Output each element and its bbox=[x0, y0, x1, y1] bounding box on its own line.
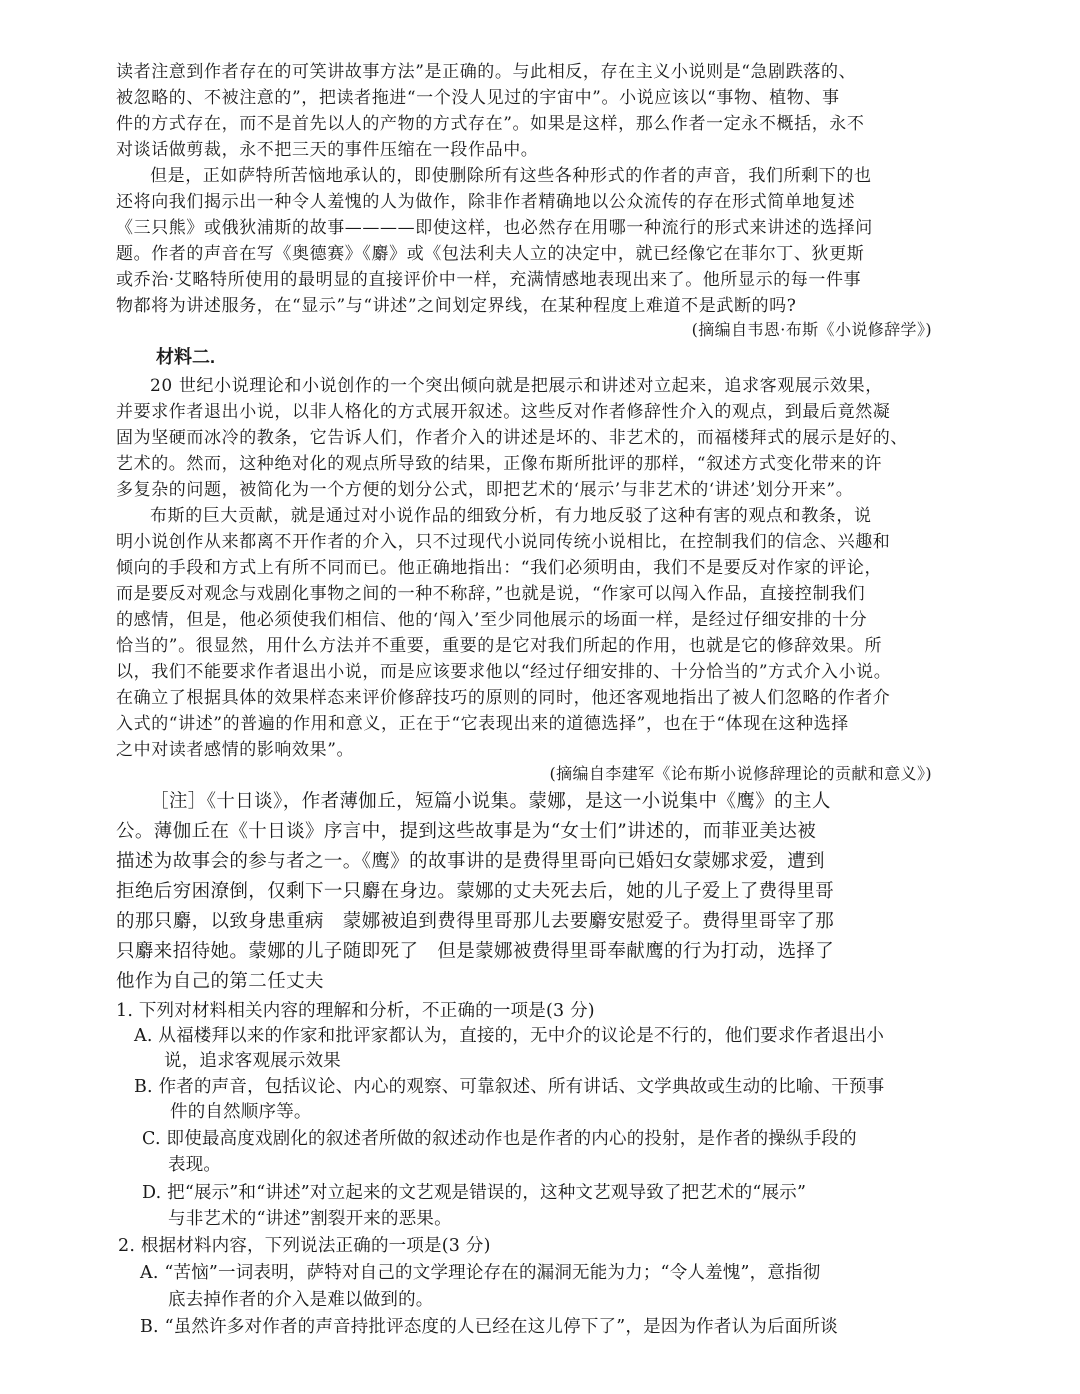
paragraph-line: 恰当的”。很显然，用什么方法并不重要，重要的是它对我们所起的作用，也就是它的修辞效果。所 bbox=[116, 636, 883, 656]
option-b: B. “虽然许多对作者的声音持批评态度的人已经在这儿停下了”，是因为作者认为后面所谈 bbox=[140, 1317, 838, 1337]
option-a-continued: 底去掉作者的介入是难以做到的。 bbox=[168, 1290, 434, 1310]
paragraph-line: 件的方式存在，而不是首先以人的产物的方式存在”。如果是这样，那么作者一定永不概括，永不 bbox=[116, 114, 865, 134]
note-line: ［注］《十日谈》，作者薄伽丘，短篇小说集。蒙娜，是这一小说集中《鹰》的主人 bbox=[150, 791, 831, 812]
paragraph-line: 并要求作者退出小说，以非人格化的方式展开叙述。这些反对作者修辞性介入的观点，到最后竟然凝 bbox=[116, 402, 891, 422]
paragraph-line: 之中对读者感情的影响效果”。 bbox=[116, 740, 355, 760]
option-a: A. 从福楼拜以来的作家和批评家都认为，直接的，无中介的议论是不行的，他们要求作者退出小 bbox=[134, 1026, 885, 1046]
note-line: 描述为故事会的参与者之一。《鹰》的故事讲的是费得里哥向已婚妇女蒙娜求爱，遭到 bbox=[116, 851, 825, 872]
paragraph-line: 读者注意到作者存在的可笑讲故事方法”是正确的。与此相反，存在主义小说则是“急剧跌落的、 bbox=[116, 62, 857, 82]
question-stem: 2. 根据材料内容，下列说法正确的一项是(3 分) bbox=[118, 1236, 491, 1256]
paragraph-line: 布斯的巨大贡献，就是通过对小说作品的细致分析，有力地反驳了这种有害的观点和教条，说 bbox=[150, 506, 872, 526]
paragraph-line: 被忽略的、不被注意的”，把读者拖进“一个没人见过的宇宙中”。小说应该以“事物、植物、事 bbox=[116, 88, 840, 108]
source-citation: (摘编自李建军《论布斯小说修辞理论的贡献和意义》) bbox=[549, 764, 932, 783]
paragraph-line: 明小说创作从来都离不开作者的介入，只不过现代小说同传统小说相比，在控制我们的信念、兴趣和 bbox=[116, 532, 891, 552]
option-a-continued: 说，追求客观展示效果 bbox=[164, 1051, 341, 1071]
paragraph-line: 但是，正如萨特所苦恼地承认的，即使删除所有这些各种形式的作者的声音，我们所剩下的也 bbox=[150, 166, 872, 186]
note-line: 他作为自己的第二任丈夫 bbox=[116, 971, 324, 992]
option-a: A. “苦恼”一词表明，萨特对自己的文学理论存在的漏洞无能为力；“令人羞愧”，意指彻 bbox=[140, 1263, 821, 1283]
paragraph-line: 还将向我们揭示出一种令人羞愧的人为做作，除非作者精确地以公众流传的存在形式简单地复述 bbox=[116, 192, 856, 212]
paragraph-line: 固为坚硬而冰冷的教条，它告诉人们，作者介入的讲述是坏的、非艺术的，而福楼拜式的展示是好的、 bbox=[116, 428, 908, 448]
paragraph-line: 而是要反对观念与戏剧化事物之间的一种不称辞，”也就是说，“作家可以闯入作品，直接控制我们 bbox=[116, 584, 866, 604]
question-stem: 1. 下列对材料相关内容的理解和分析，不正确的一项是(3 分) bbox=[116, 1001, 595, 1021]
paragraph-line: 入式的“讲述”的普遍的作用和意义，正在于“它表现出来的道德选择”，也在于“体现在这种选择 bbox=[116, 714, 849, 734]
option-c-continued: 表现。 bbox=[168, 1155, 222, 1175]
paragraph-line: 多复杂的问题，被简化为一个方便的划分公式，即把艺术的‘展示’与非艺术的‘讲述’划分开来”。 bbox=[116, 480, 854, 500]
paragraph-line: 20 世纪小说理论和小说创作的一个突出倾向就是把展示和讲述对立起来，追求客观展示效果， bbox=[150, 376, 883, 396]
paragraph-line: 物都将为讲述服务，在“显示”与“讲述”之间划定界线，在某种程度上难道不是武断的吗? bbox=[116, 296, 797, 316]
note-line: 拒绝后穷困潦倒，仅剩下一只麝在身边。蒙娜的丈夫死去后，她的儿子爱上了费得里哥 bbox=[116, 881, 835, 902]
paragraph-line: 倾向的手段和方式上有所不同而已。他正确地指出：“我们必须明由，我们不是要反对作家的评论， bbox=[116, 558, 883, 578]
section-heading: 材料二. bbox=[156, 347, 216, 367]
paragraph-line: 在确立了根据具体的效果样态来评价修辞技巧的原则的同时，他还客观地指出了被人们忽略的作者介 bbox=[116, 688, 891, 708]
option-d-continued: 与非艺术的“讲述”割裂开来的恶果。 bbox=[168, 1209, 452, 1229]
paragraph-line: 对谈话做剪裁，永不把三天的事件压缩在一段作品中。 bbox=[116, 140, 539, 160]
option-b-continued: 件的自然顺序等。 bbox=[170, 1102, 312, 1122]
paragraph-line: 艺术的。然而，这种绝对化的观点所导致的结果，正像布斯所批评的那样，“叙述方式变化带来的许 bbox=[116, 454, 883, 474]
paragraph-line: 的感情，但是，他必须使我们相信、他的‘闯入’至少同他展示的场面一样，是经过仔细安排的十分 bbox=[116, 610, 868, 630]
note-line: 的那只麝，以致身患重病 蒙娜被追到费得里哥那儿去要麝安慰爱子。费得里哥宰了那 bbox=[116, 911, 835, 932]
option-c: C. 即使最高度戏剧化的叙述者所做的叙述动作也是作者的内心的投射，是作者的操纵手段的 bbox=[142, 1129, 857, 1149]
option-b: B. 作者的声音，包括议论、内心的观察、可靠叙述、所有讲话、文学典故或生动的比喻、干预事 bbox=[134, 1077, 885, 1097]
option-d: D. 把“展示”和“讲述”对立起来的文艺观是错误的，这种文艺观导致了把艺术的“展示” bbox=[142, 1183, 807, 1203]
paragraph-line: 以，我们不能要求作者退出小说，而是应该要求他以“经过仔细安排的、十分恰当的”方式介入小说。 bbox=[116, 662, 892, 682]
paragraph-line: 题。作者的声音在写《奥德赛》《麝》或《包法利夫人立的决定中，就已经像它在菲尔丁、狄更斯 bbox=[116, 244, 865, 264]
note-line: 只麝来招待她。蒙娜的儿子随即死了 但是蒙娜被费得里哥奉献鹰的行为打动，选择了 bbox=[116, 941, 835, 962]
paragraph-line: 《三只熊》或俄狄浦斯的故事————即使这样，也必然存在用哪一种流行的形式来讲述的选择问 bbox=[116, 218, 873, 238]
source-citation: (摘编自韦恩·布斯《小说修辞学》) bbox=[691, 320, 932, 339]
paragraph-line: 或乔治·艾略特所使用的最明显的直接评价中一样，充满情感地表现出来了。他所显示的每一件事 bbox=[116, 270, 862, 290]
note-line: 公。薄伽丘在《十日谈》序言中，提到这些故事是为“女士们”讲述的，而菲亚美达被 bbox=[116, 821, 817, 842]
